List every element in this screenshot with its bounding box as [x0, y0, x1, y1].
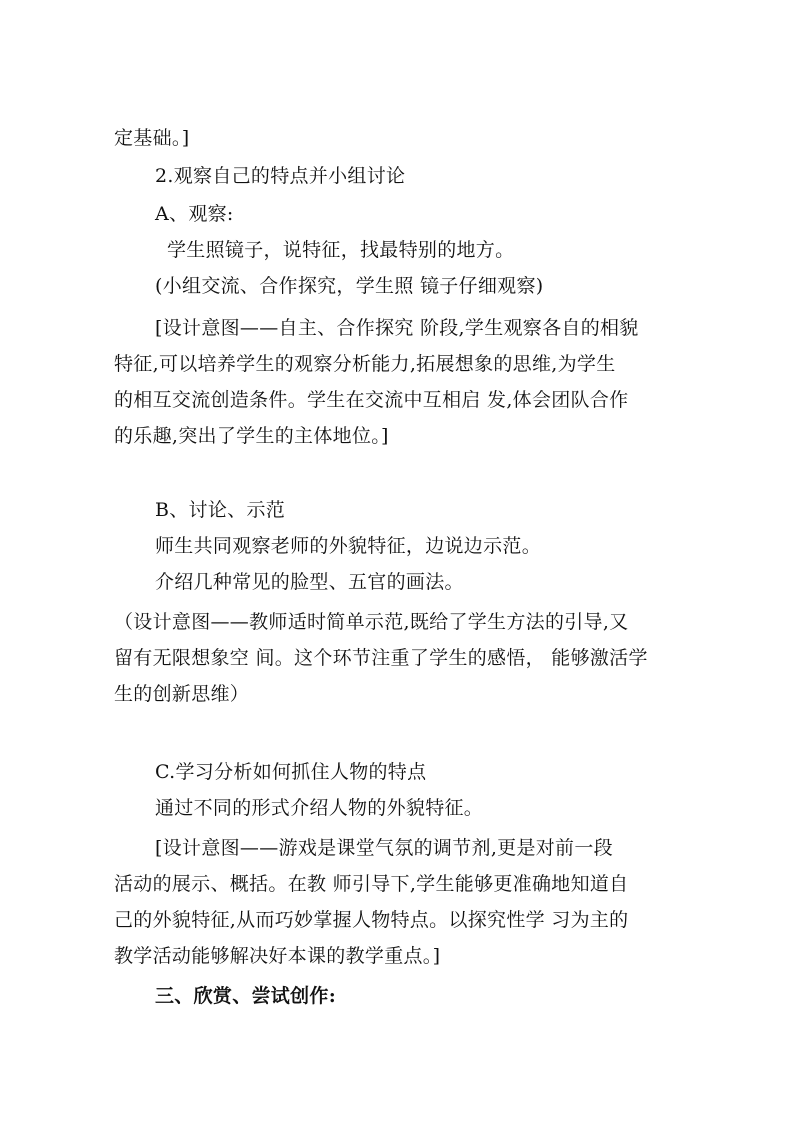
design-intent-1-line-3: 的相互交流创造条件。学生在交流中互相启 发,体会团队合作: [114, 389, 629, 411]
section-heading-3: 三、欣赏、尝试创作:: [155, 985, 337, 1007]
text-line-1: 定基础。]: [114, 127, 190, 149]
design-intent-2-line-3: 生的创新思维）: [114, 683, 250, 705]
subsection-a-heading: A、观察:: [155, 203, 234, 225]
design-intent-2-line-2: 留有无限想象空 间。这个环节注重了学生的感悟， 能够激活学: [114, 647, 648, 669]
design-intent-3-line-2: 活动的展示、概括。在教 师引导下,学生能够更准确地知道自: [114, 873, 629, 895]
text-line-17: 通过不同的形式介绍人物的外貌特征。: [155, 797, 484, 819]
design-intent-1-line-2: 特征,可以培养学生的观察分析能力,拓展想象的思维,为学生: [114, 353, 616, 375]
design-intent-2-line-1: （设计意图——教师适时简单示范,既给了学生方法的引导,又: [114, 611, 629, 633]
design-intent-3-line-3: 己的外貌特征,从而巧妙掌握人物特点。以探究性学 习为主的: [114, 909, 629, 931]
design-intent-1-line-1: [设计意图——自主、合作探究 阶段,学生观察各自的相貌: [155, 317, 639, 339]
text-line-12: 介绍几种常见的脸型、五官的画法。: [155, 571, 464, 593]
text-line-4: 学生照镜子，说特征，找最特别的地方。: [167, 239, 515, 261]
section-heading-2: 2.观察自己的特点并小组讨论: [155, 165, 406, 187]
text-line-11: 师生共同观察老师的外貌特征，边说边示范。: [155, 535, 542, 557]
subsection-b-heading: B、讨论、示范: [155, 499, 286, 521]
design-intent-1-line-4: 的乐趣,突出了学生的主体地位。]: [114, 425, 389, 447]
design-intent-3-line-4: 教学活动能够解决好本课的教学重点。]: [114, 945, 441, 967]
design-intent-3-line-1: [设计意图——游戏是课堂气氛的调节剂,更是对前一段: [155, 837, 613, 859]
text-line-5: (小组交流、合作探究，学生照 镜子仔细观察): [155, 275, 544, 297]
subsection-c-heading: C.学习分析如何抓住人物的特点: [155, 761, 427, 783]
